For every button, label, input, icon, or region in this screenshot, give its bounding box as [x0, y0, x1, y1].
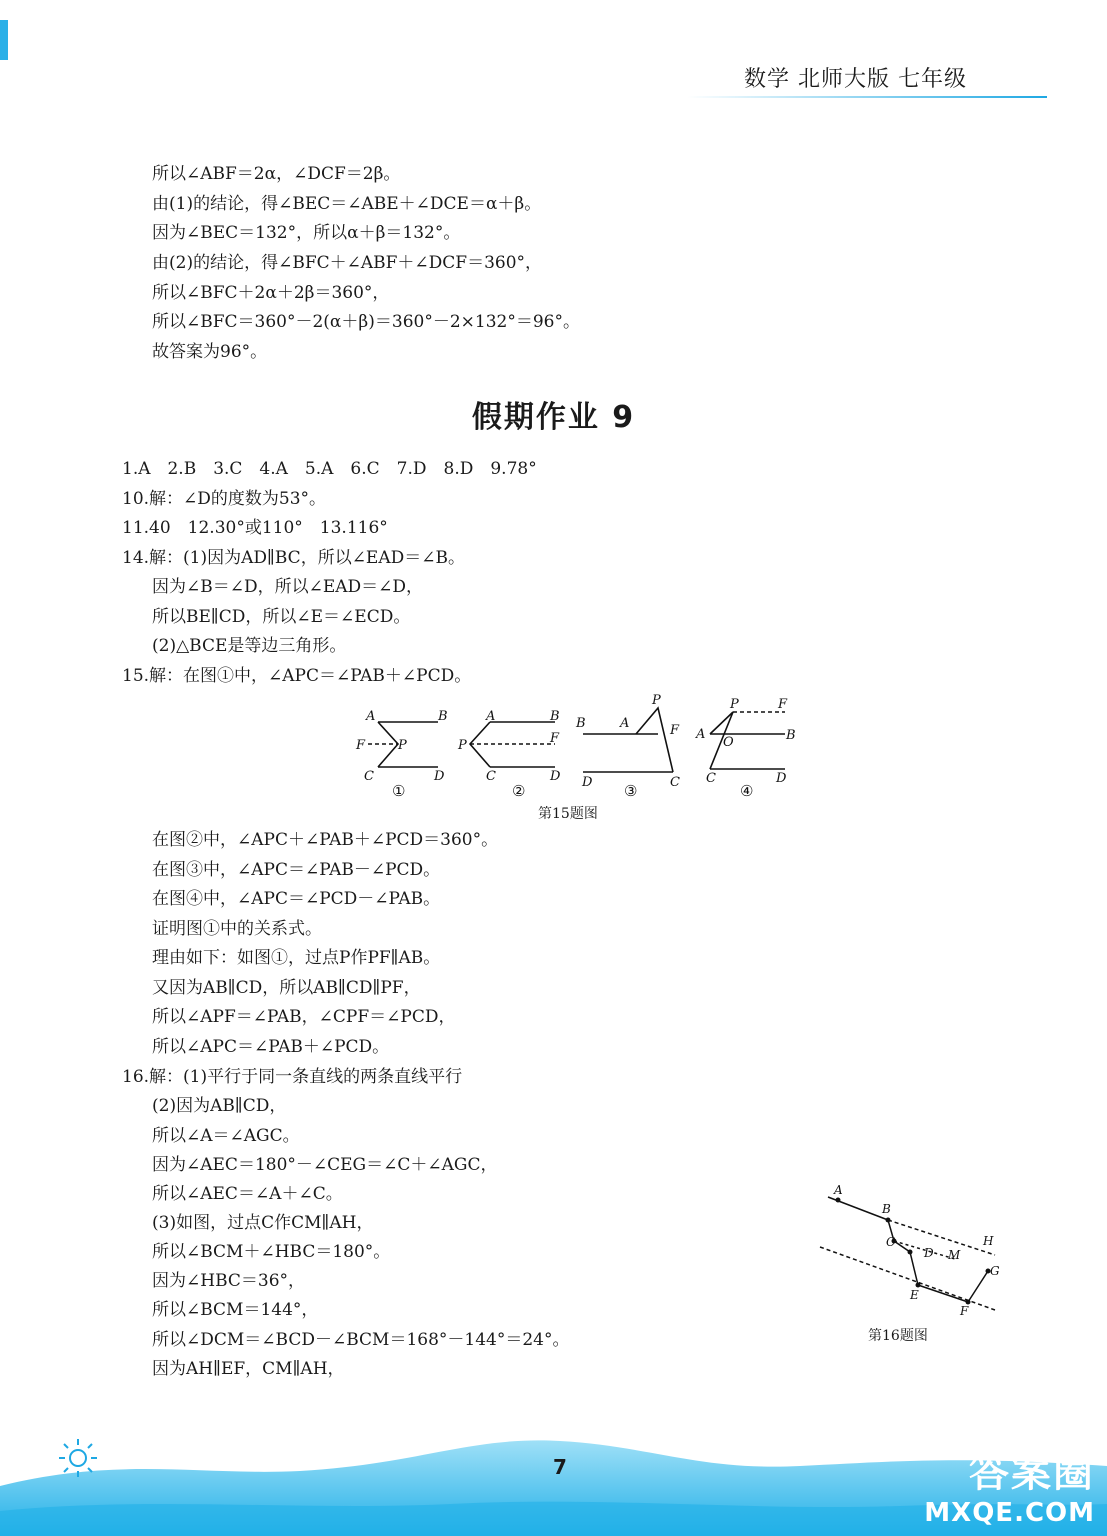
fig1-path-apc	[378, 722, 398, 767]
q16-line: 因为∠HBC＝36°，	[152, 1271, 306, 1291]
q16-line: 所以∠DCM＝∠BCD－∠BCM＝168°－144°＝24°。	[152, 1330, 570, 1350]
fig16-label-b: B	[882, 1202, 891, 1216]
q15-line: 在图③中，∠APC＝∠PAB－∠PCD。	[152, 860, 441, 880]
corner-mark	[0, 20, 8, 60]
fig16-line-fg	[968, 1271, 988, 1302]
fig16-label-d: D	[924, 1246, 934, 1260]
q15-line: 在图④中，∠APC＝∠PCD－∠PAB。	[152, 889, 441, 909]
sun-icon	[56, 1436, 100, 1480]
q16-line: 因为AH∥EF，CM∥AH，	[152, 1359, 345, 1379]
fig1-label-b: B	[438, 709, 448, 724]
watermark-url: MXQE.COM	[924, 1498, 1095, 1528]
answer-line: 所以BE∥CD，所以∠E＝∠ECD。	[152, 607, 411, 627]
page-number: 7	[553, 1455, 567, 1479]
fig1-label-p: P	[398, 738, 407, 753]
answer-line: 10.解：∠D的度数为53°。	[122, 489, 327, 509]
q16-line: 所以∠A＝∠AGC。	[152, 1126, 300, 1146]
fig4-label-d: D	[776, 771, 787, 786]
fig1-label-c: C	[364, 769, 374, 784]
text-line: 由(2)的结论，得∠BFC＋∠ABF＋∠DCF＝360°，	[152, 253, 543, 273]
figure-15-caption: 第15题图	[538, 806, 598, 822]
text-line: 由(1)的结论，得∠BEC＝∠ABE＋∠DCE＝α＋β。	[152, 194, 542, 214]
fig16-path-bcde	[888, 1220, 918, 1285]
q15-line: 所以∠APC＝∠PAB＋∠PCD。	[152, 1037, 390, 1057]
fig1-number: ①	[392, 782, 406, 800]
fig1-label-a: A	[366, 709, 376, 724]
fig4-label-b: B	[786, 728, 796, 743]
fig4-label-p: P	[730, 697, 739, 712]
fig16-label-h: H	[983, 1234, 994, 1248]
q16-line: (3)如图，过点C作CM∥AH，	[152, 1213, 374, 1233]
fig16-point-e	[916, 1283, 921, 1288]
fig3-label-p: P	[652, 693, 661, 708]
fig2-label-p: P	[458, 738, 467, 753]
fig4-label-c: C	[706, 771, 716, 786]
fig1-label-d: D	[434, 769, 445, 784]
fig1-label-f: F	[356, 738, 366, 753]
figure-16	[810, 1175, 1010, 1325]
text-line: 因为∠BEC＝132°，所以α＋β＝132°。	[152, 223, 461, 243]
answer-line: 14.解：(1)因为AD∥BC，所以∠EAD＝∠B。	[122, 548, 465, 568]
q16-line: 所以∠BCM＋∠HBC＝180°。	[152, 1242, 391, 1262]
figure-16-caption: 第16题图	[868, 1328, 928, 1344]
q15-line: 在图②中，∠APC＋∠PAB＋∠PCD＝360°。	[152, 830, 499, 850]
text-line: 故答案为96°。	[152, 342, 268, 362]
figure-15	[340, 692, 820, 802]
fig16-point-b	[886, 1218, 891, 1223]
q16-line: 因为∠AEC＝180°－∠CEG＝∠C＋∠AGC，	[152, 1155, 498, 1175]
answer-line: (2)△BCE是等边三角形。	[152, 636, 347, 656]
fig3-number: ③	[624, 782, 638, 800]
q15-line: 又因为AB∥CD，所以AB∥CD∥PF，	[152, 978, 421, 998]
fig2-label-d: D	[550, 769, 561, 784]
fig16-point-a	[836, 1198, 841, 1203]
fig4-number: ④	[740, 782, 754, 800]
q15-line: 所以∠APF＝∠PAB，∠CPF＝∠PCD，	[152, 1007, 456, 1027]
fig16-label-e: E	[910, 1288, 919, 1302]
fig4-label-o: O	[723, 735, 734, 750]
fig16-point-d	[908, 1250, 913, 1255]
watermark	[924, 1441, 1095, 1528]
header-subject: 数学 北师大版 七年级	[744, 67, 967, 92]
watermark-logo: 答案圈	[969, 1450, 1095, 1496]
text-line: 所以∠BFC＋2α＋2β＝360°，	[152, 283, 390, 303]
fig2-label-b: B	[550, 709, 560, 724]
fig3-label-c: C	[670, 775, 680, 790]
fig16-line-bh	[888, 1220, 995, 1255]
fig3-label-d: D	[582, 775, 593, 790]
answer-line: 15.解：在图①中，∠APC＝∠PAB＋∠PCD。	[122, 666, 472, 686]
fig3-label-b: B	[576, 716, 586, 731]
fig3-label-a: A	[620, 716, 630, 731]
fig16-label-g: G	[990, 1264, 1000, 1278]
fig2-number: ②	[512, 782, 526, 800]
fig2-label-a: A	[486, 709, 496, 724]
q15-line: 理由如下：如图①，过点P作PF∥AB。	[152, 948, 441, 968]
fig2-label-f: F	[550, 731, 560, 746]
fig3-path-apc	[636, 708, 673, 772]
text-line: 所以∠ABF＝2α，∠DCF＝2β。	[152, 164, 401, 184]
fig16-label-m: M	[948, 1248, 961, 1262]
text-line: 所以∠BFC＝360°－2(α＋β)＝360°－2×132°＝96°。	[152, 312, 580, 332]
fig4-label-a: A	[696, 727, 706, 742]
answer-line: 因为∠B＝∠D，所以∠EAD＝∠D，	[152, 577, 424, 597]
answer-line: 11.40 12.30°或110° 13.116°	[122, 518, 388, 538]
fig16-label-c: C	[886, 1235, 896, 1249]
header-rule	[687, 96, 1047, 98]
section-title: 假期作业 9	[471, 400, 636, 435]
q16-line: 所以∠AEC＝∠A＋∠C。	[152, 1184, 343, 1204]
q16-line: (2)因为AB∥CD，	[152, 1096, 287, 1116]
q16-line: 16.解：(1)平行于同一条直线的两条直线平行	[122, 1067, 463, 1087]
fig16-label-a: A	[834, 1183, 843, 1197]
fig16-label-f: F	[960, 1304, 969, 1318]
fig4-label-f: F	[778, 697, 788, 712]
fig16-line-ef	[918, 1285, 968, 1302]
answer-line: 1.A 2.B 3.C 4.A 5.A 6.C 7.D 8.D 9.78°	[122, 459, 537, 479]
fig2-label-c: C	[486, 769, 496, 784]
q15-line: 证明图①中的关系式。	[152, 919, 322, 939]
fig3-label-f: F	[670, 723, 680, 738]
q16-line: 所以∠BCM＝144°，	[152, 1300, 319, 1320]
